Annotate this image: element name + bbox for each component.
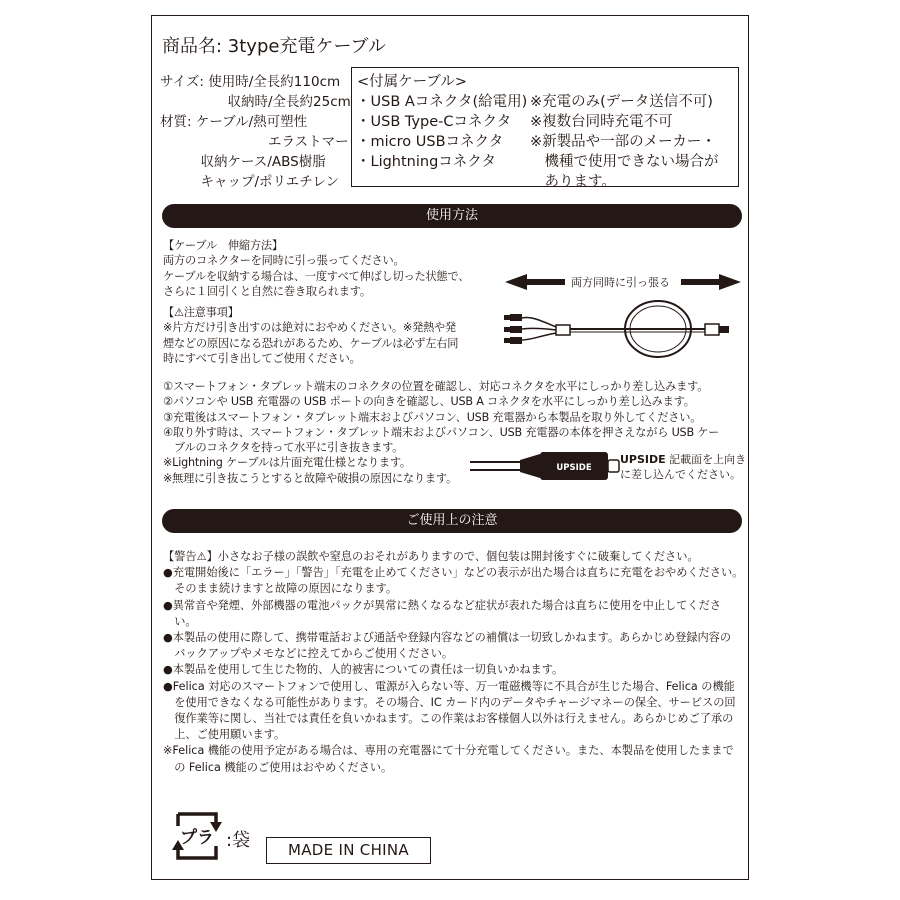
product-title: 商品名: 3type充電ケーブル	[162, 36, 386, 57]
accessory-connector-list	[356, 92, 527, 172]
accessory-note: ※充電のみ(データ送信不可)	[530, 94, 713, 110]
extend-line: ケーブルを収納する場合は、一度すべて伸ばし切った状態で、	[163, 269, 470, 283]
connector-item: ・Lightningコネクタ	[356, 154, 497, 170]
accessory-note: 機種で使用できない場合が	[530, 154, 719, 170]
warning-line: ●異常音や発煙、外部機器の電池パックが異常に熱くなるなど症状が表れた場合は直ちに使用を中止してくださ	[163, 598, 721, 612]
extend-line: 両方のコネクターを同時に引っ張ってください。	[163, 254, 405, 268]
accessory-note: あります。	[530, 174, 616, 190]
warning-line: ●Felica 対応のスマートフォンで使用し、電源が入らない等、万一電磁機等に不具合が生じた場合、Felica の機能	[163, 679, 735, 693]
accessory-note: ※新製品や一部のメーカー・	[530, 134, 716, 150]
caution-line: ※片方だけ引き出すのは絶対におやめください。※発熱や発	[163, 321, 457, 335]
cable-reel-icon	[500, 296, 740, 366]
warning-line: 【警告⚠】小さなお子様の誤飲や窒息のおそれがありますので、個包装は開封後すぐに破棄してください。	[163, 550, 699, 563]
connector-item: ・USB Type-Cコネクタ	[356, 114, 512, 130]
extend-line: 【ケーブル 伸縮方法】	[163, 239, 283, 252]
plastic-recycle-icon	[168, 810, 226, 862]
spec-list	[160, 72, 351, 192]
caution-line: 【⚠注意事項】	[163, 306, 239, 319]
warnings-heading: ご使用上の注意	[162, 509, 742, 533]
spec-line: 収納時/全長約25cm	[160, 94, 351, 110]
usage-step: ②パソコンや USB 充電器の USB ポートの向きを確認し、USB A コネクタを水平にしっかり差し込みます。	[163, 395, 695, 409]
warning-line: を使用できなくなる可能性があります。その場合、IC カード内のデータやチャージマネーの保全、サービスの回	[163, 695, 736, 709]
connector-item: ・micro USBコネクタ	[356, 134, 504, 150]
spec-line: キャップ/ポリエチレン	[160, 174, 340, 190]
spec-line: エラストマー	[160, 134, 349, 150]
usage-step: ※無理に引き抜こうとすると故障や破損の原因になります。	[163, 471, 457, 485]
connector-item: ・USB Aコネクタ(給電用)	[356, 94, 528, 110]
warning-line: 復作業等に関し、当社では責任を負いかねます。この作業はお客様個人以外は行えません。あらかじめご了承の	[163, 712, 734, 726]
warning-line: バックアップやメモなどに控えてからご使用ください。	[163, 647, 454, 661]
warning-line: そのまま続けますと故障の原因になります。	[163, 582, 398, 596]
recycle-label: :袋	[226, 830, 251, 851]
warning-line: い。	[163, 614, 197, 628]
extend-instructions	[163, 238, 469, 299]
caution-line: 煙などの原因になる恐れがあるため、ケーブルは必ず左右同	[163, 336, 459, 350]
usage-step: ④取り外す時は、スマートフォン・タブレット端末およびパソコン、USB 充電器の本体を押さえながら USB ケー	[163, 425, 720, 439]
accessory-note-list	[530, 92, 719, 192]
caution-notes	[163, 305, 458, 366]
spec-line: サイズ: 使用時/全長約110cm	[160, 74, 341, 90]
upside-note-text: 記載面を上向き	[665, 453, 747, 466]
warning-line: ●充電開始後に「エラー」「警告」「充電を止めてください」などの表示が出た場合は直ちに充電をおやめください。	[163, 566, 744, 580]
warning-line: ※Felica 機能の使用予定がある場合は、専用の充電器にて十分充電してください。また、本製品を使用したままで	[163, 744, 734, 758]
usage-step: ①スマートフォン・タブレット端末のコネクタの位置を確認し、対応コネクタを水平にしっかり差し込みます。	[163, 380, 709, 393]
usage-step: ブルのコネクタを持って水平に引き抜きます。	[163, 441, 404, 455]
upside-note	[620, 452, 746, 482]
accessory-note: ※複数台同時充電不可	[530, 114, 673, 130]
upside-note-bold: UPSIDE	[620, 453, 666, 466]
recycle-mark-text: プラ	[180, 828, 214, 848]
warning-line: ●本製品の使用に際して、携帯電話および通話や登録内容などの補償は一切致しかねます。あらかじめ登録内容の	[163, 631, 732, 645]
spec-line: 材質: ケーブル/熱可塑性	[160, 114, 308, 130]
accessory-title: <付属ケーブル>	[357, 74, 467, 90]
warnings-list	[163, 549, 743, 776]
warning-line: ●本製品を使用して生じた物的、人的被害についての責任は一切負いかねます。	[163, 663, 564, 677]
usage-heading: 使用方法	[162, 204, 742, 228]
usage-step: ※Lightning ケーブルは片面充電仕様となります。	[163, 456, 411, 470]
warning-line: 上、ご使用願います。	[163, 728, 286, 742]
warning-line: の Felica 機能のご使用はおやめください。	[163, 760, 393, 774]
usage-step: ③充電後はスマートフォン・タブレット端末およびパソコン、USB 充電器から本製品を取り外してください。	[163, 410, 702, 424]
extend-line: さらに１回引くと自然に巻き取られます。	[163, 284, 371, 298]
upside-tag: UPSIDE	[556, 463, 592, 473]
caution-line: 時にすべて引き出してご使用ください。	[163, 351, 361, 365]
spec-line: 収納ケース/ABS樹脂	[160, 154, 326, 170]
pull-label: 両方同時に引っ張る	[571, 276, 670, 289]
made-in-label: MADE IN CHINA	[266, 837, 431, 864]
lightning-connector-icon	[470, 446, 620, 488]
upside-note-line2: に差し込んでください。	[620, 468, 741, 481]
